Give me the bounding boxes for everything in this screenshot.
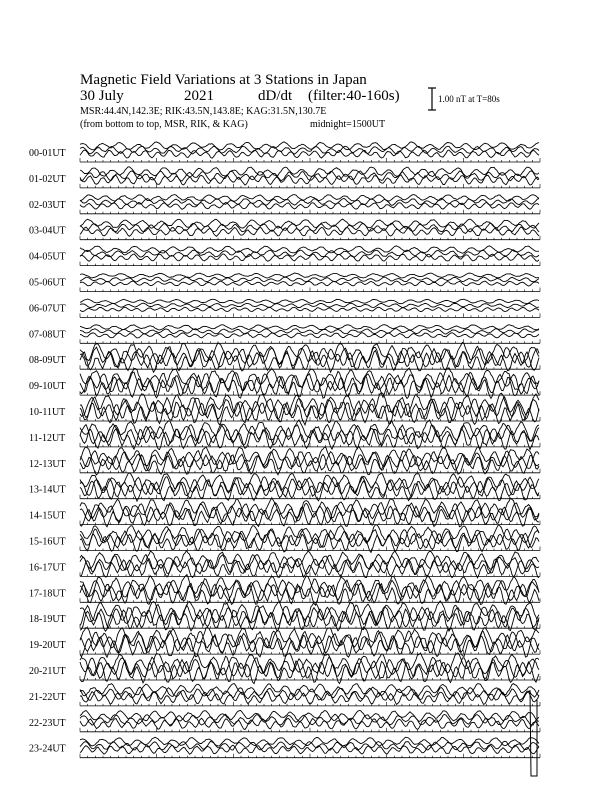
station-trace-msr (80, 281, 539, 286)
station-trace-msr (80, 745, 539, 754)
station-trace-kag (80, 447, 539, 467)
hour-label: 16-17UT (29, 562, 66, 574)
station-trace-rik (80, 555, 539, 575)
hour-label: 20-21UT (29, 666, 66, 677)
chart-title: Magnetic Field Variations at 3 Stations in Japan (80, 72, 367, 88)
station-order-note: (from bottom to top, MSR, RIK, & KAG) (80, 119, 248, 130)
hour-label: 09-10UT (29, 381, 66, 393)
hour-label: 14-15UT (29, 510, 66, 522)
hour-label: 15-16UT (29, 536, 66, 548)
hour-label: 01-02UT (29, 173, 66, 185)
hour-label: 02-03UT (29, 199, 66, 211)
hour-label: 06-07UT (29, 303, 66, 315)
hour-label: 21-22UT (29, 691, 66, 703)
station-trace-kag (80, 473, 539, 493)
scale-label: 1.00 nT at T=80s (438, 94, 500, 104)
hour-label: 03-04UT (29, 225, 66, 237)
date-day: 30 July (80, 88, 124, 104)
station-trace-rik (80, 250, 539, 257)
station-trace-kag (80, 195, 539, 202)
filter-label: (filter:40-160s) (308, 88, 400, 104)
station-trace-rik (80, 451, 539, 471)
hour-label: 08-09UT (29, 355, 66, 367)
station-trace-kag (80, 142, 539, 150)
station-trace-rik (80, 223, 539, 232)
station-trace-rik (80, 476, 539, 497)
station-trace-kag (80, 273, 539, 278)
midnight-note: midnight=1500UT (310, 119, 386, 130)
hour-label: 18-19UT (29, 614, 66, 626)
station-trace-msr (80, 202, 539, 209)
hour-label: 07-08UT (29, 329, 66, 341)
hour-label: 19-20UT (29, 640, 66, 652)
station-trace-kag (80, 299, 539, 304)
hour-label: 22-23UT (29, 717, 66, 729)
station-trace-msr (80, 307, 539, 311)
hour-label: 12-13UT (29, 458, 66, 470)
quantity-label: dD/dt (258, 88, 293, 104)
hour-label: 17-18UT (29, 588, 66, 600)
hour-label: 11-12UT (29, 432, 66, 444)
hour-label: 05-06UT (29, 277, 66, 289)
station-trace-kag (80, 325, 539, 330)
hour-label: 23-24UT (29, 743, 66, 755)
date-year: 2021 (184, 88, 214, 104)
station-coordinates: MSR:44.4N,142.3E; RIK:43.5N,143.8E; KAG:31.5N,130.7E (80, 106, 327, 117)
station-trace-kag (80, 575, 539, 598)
hour-label: 10-11UT (29, 407, 66, 418)
hour-label: 04-05UT (29, 251, 66, 263)
scale-bar (428, 88, 436, 110)
station-trace-rik (80, 329, 539, 334)
hour-label: 13-14UT (29, 484, 66, 496)
station-trace-rik (80, 303, 539, 308)
station-trace-rik (80, 198, 539, 205)
station-trace-kag (80, 525, 539, 544)
spike-trace (530, 690, 537, 776)
hour-label: 00-01UT (29, 148, 66, 159)
station-trace-msr (80, 333, 539, 338)
station-trace-msr (80, 718, 539, 729)
